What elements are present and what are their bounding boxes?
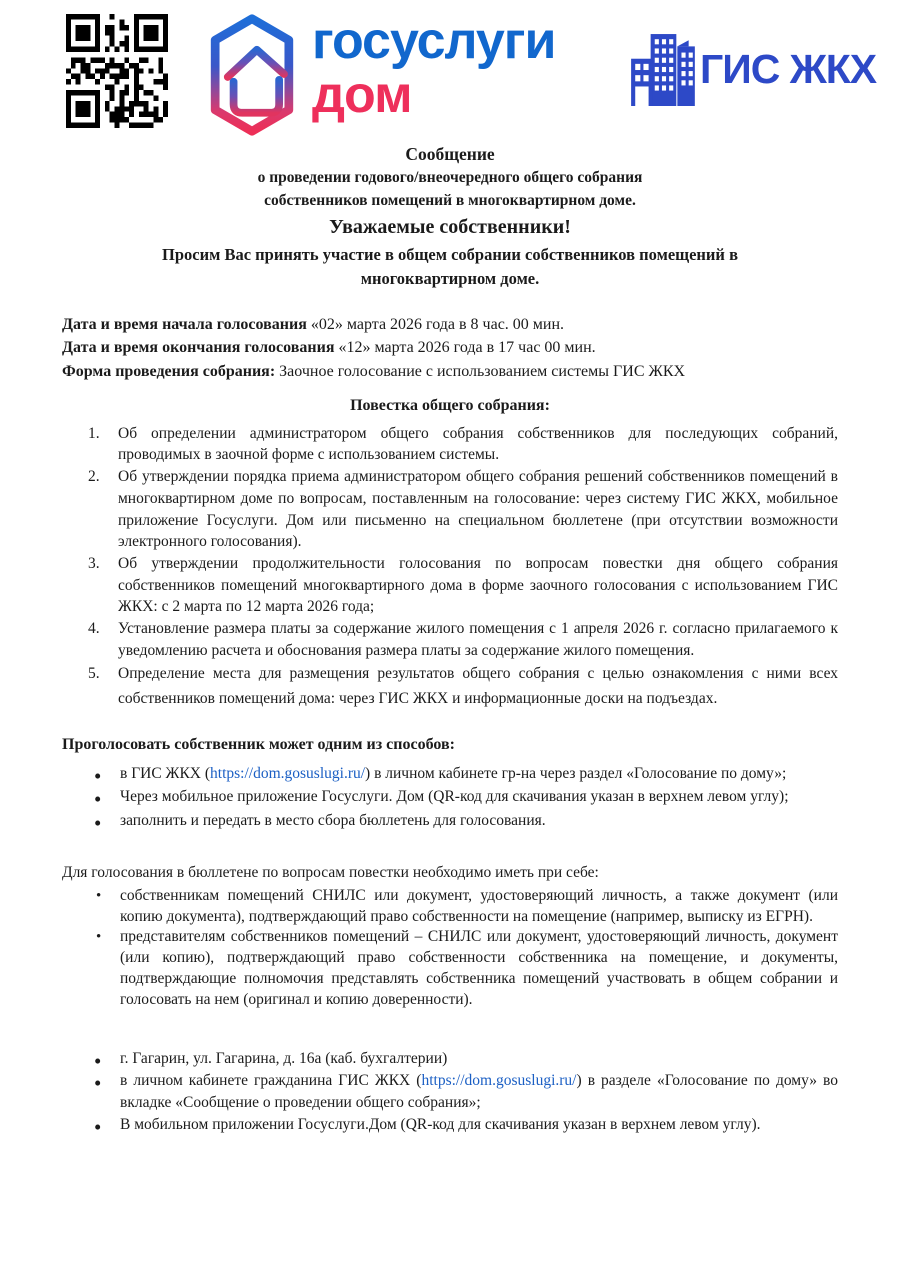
ballot-req-representatives: • представителям собственников помещений – СНИЛС или документ, удостоверяющий личность, документ (или копию), подтверждающий право собственности собственника на помещение, и документы, подтверждающие полномочия представлять собственника помещений участвовать в общем собрании и голосовать на нем (оригинал и копию доверенности).: [62, 927, 838, 1010]
location-gis-text: в личном кабинете гражданина ГИС ЖКХ (: [120, 1072, 422, 1090]
vote-methods-heading: Проголосовать собственник может одним из способов:: [62, 735, 455, 753]
agenda-item-4-text: Установление размера платы за содержание жилого помещения с 1 апреля 2026 г. согласно прилагаемого к уведомлению расчета и обоснования размера платы за содержание жилого помещения.: [118, 619, 838, 659]
gis-zhkh-wordmark: ГИС ЖКХ: [700, 45, 877, 92]
location-mobile-app: [62, 1114, 838, 1136]
agenda-item-4-number: 4.: [88, 619, 100, 637]
vote-method-ballot: [62, 809, 838, 833]
voting-details: [62, 313, 838, 383]
agenda-item-5: [62, 661, 838, 711]
vote-end-value: «12» марта 2026 года в 17 час 00 мин.: [334, 339, 596, 357]
vote-method-gis-text: в ГИС ЖКХ (: [120, 764, 211, 782]
vote-methods-list: [62, 762, 838, 833]
location-office: [62, 1048, 838, 1070]
salutation: Уважаемые собственники!: [329, 216, 571, 239]
ballot-intro: Для голосования в бюллетене по вопросам повестки необходимо иметь при себе:: [62, 864, 599, 882]
agenda-item-1-text: Об определении администратором общего собрания собственников для последующих собраний, проводимых в заочной форме с использованием системы.: [118, 424, 838, 464]
vote-start-label: Дата и время начала голосования: [62, 316, 307, 334]
agenda-item-3: [62, 553, 838, 618]
title-block: [0, 144, 900, 291]
agenda-item-3-text: Об утверждении продолжительности голосования по вопросам повестки дня общего собрания собственников помещений многоквартирного дома в форме заочного голосования с использованием ГИС ЖКХ: с 2 марта по 12 марта 2026 года;: [118, 554, 838, 616]
agenda-item-1-number: 1.: [88, 424, 100, 442]
vote-method-ballot-text: заполнить и передать в место сбора бюллетень для голосования.: [120, 811, 546, 829]
buildings-icon: [630, 32, 698, 106]
gosuslugi-dom-logo: [312, 12, 556, 125]
agenda-item-5-text: Определение места для размещения результатов общего собрания с целью ознакомления с ними всех собственников помещений дома: через ГИС ЖКХ и информационные доски на подъездах.: [118, 665, 838, 708]
vote-start-row: [62, 313, 838, 336]
agenda-item-2-number: 2.: [88, 468, 100, 486]
meeting-form-row: [62, 360, 838, 383]
agenda-item-2: [62, 466, 838, 553]
document-title: Сообщение: [405, 144, 495, 164]
invitation-line: Просим Вас принять участие в общем собрании собственников помещений в многоквартирном доме.: [162, 245, 738, 289]
location-office-text: г. Гагарин, ул. Гагарина, д. 16а (каб. бухгалтерии): [120, 1050, 448, 1068]
vote-method-app: [62, 785, 838, 809]
agenda-item-5-number: 5.: [88, 665, 100, 683]
title-subline-1: о проведении годового/внеочередного общего собрания: [257, 168, 643, 186]
qr-code-canvas: [66, 14, 168, 128]
agenda-item-2-text: Об утверждении порядка приема администратором общего собрания решений собственников помещений в многоквартирном доме по вопросам, поставленным на голосование: через систему ГИС ЖКХ, мобильное приложение Госуслуги. Дом или письменно на специальном бюллетене (при отсутствии возможности электронного голосования).: [118, 468, 838, 551]
agenda-list: [62, 423, 838, 712]
dom-gosuslugi-link-2[interactable]: https://dom.gosuslugi.ru/: [421, 1072, 577, 1090]
vote-method-app-text: Через мобильное приложение Госуслуги. Дом (QR-код для скачивания указан в верхнем левом углу);: [120, 788, 789, 806]
agenda-item-4: [62, 618, 838, 661]
dom-wordmark: дом: [312, 66, 412, 125]
vote-start-value: «02» марта 2026 года в 8 час. 00 мин.: [306, 316, 565, 334]
vote-end-label: Дата и время окончания голосования: [62, 339, 335, 357]
locations-list: [62, 1048, 838, 1136]
dom-gosuslugi-link[interactable]: https://dom.gosuslugi.ru/: [210, 764, 366, 782]
vote-end-row: [62, 336, 838, 359]
gis-zhkh-logo: [630, 32, 876, 106]
vote-method-gis-text-after: ) в личном кабинете гр-на через раздел «Голосование по дому»;: [365, 764, 787, 782]
meeting-form-label: Форма проведения собрания:: [62, 362, 276, 380]
ballot-requirements-list: [62, 886, 838, 1011]
meeting-form-value: Заочное голосование с использованием системы ГИС ЖКХ: [275, 362, 686, 380]
gosuslugi-dom-house-icon: [202, 12, 302, 138]
location-gis-cabinet: [62, 1070, 838, 1114]
vote-method-gis: [62, 762, 838, 786]
gosuslugi-wordmark: госуслуги: [312, 12, 556, 70]
agenda-item-3-number: 3.: [88, 554, 100, 572]
title-subline-2: собственников помещений в многоквартирном доме.: [264, 192, 636, 210]
ballot-req-owners: • собственникам помещений СНИЛС или документ, удостоверяющий личность, а также документ (или копию документа), подтверждающий право собственности на помещение (например, выписку из ЕГРН).: [62, 886, 838, 928]
location-mobile-app-text: В мобильном приложении Госуслуги.Дом (QR-код для скачивания указан в верхнем левом углу).: [120, 1116, 761, 1134]
qr-code: [66, 14, 168, 128]
document-header: [0, 0, 900, 140]
agenda-heading: Повестка общего собрания:: [350, 396, 550, 414]
location-gis-text-after: ) в разделе «Голосование по дому» во вкладке «Сообщение о проведении общего собрания»;: [120, 1072, 838, 1112]
agenda-item-1: [62, 423, 838, 466]
